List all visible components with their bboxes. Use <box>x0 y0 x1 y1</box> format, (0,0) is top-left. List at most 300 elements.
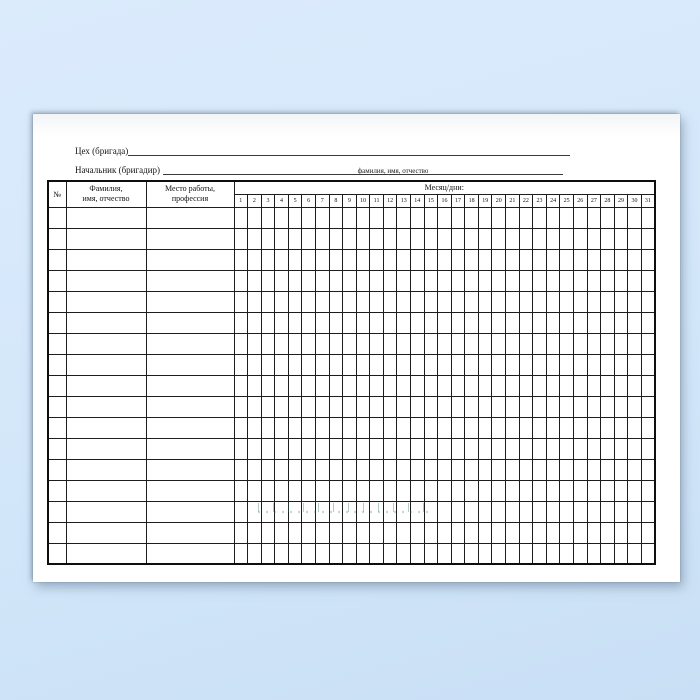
day-cell <box>451 396 465 417</box>
day-header-cell: 21 <box>506 194 520 207</box>
day-cell <box>451 543 465 564</box>
day-cell <box>451 459 465 480</box>
day-cell <box>614 417 628 438</box>
row-number-cell <box>48 438 66 459</box>
day-cell <box>302 333 316 354</box>
day-cell <box>275 396 289 417</box>
day-cell <box>288 501 302 522</box>
day-cell <box>370 438 384 459</box>
day-cell <box>560 291 574 312</box>
day-header-cell: 20 <box>492 194 506 207</box>
day-cell <box>478 522 492 543</box>
day-cell <box>248 207 262 228</box>
day-cell <box>275 333 289 354</box>
day-cell <box>411 375 425 396</box>
day-cell <box>248 270 262 291</box>
day-cell <box>261 501 275 522</box>
day-cell <box>506 417 520 438</box>
day-cell <box>533 228 547 249</box>
day-cell <box>492 270 506 291</box>
work-cell <box>146 249 234 270</box>
day-cell <box>356 543 370 564</box>
row-number-cell <box>48 333 66 354</box>
day-cell <box>573 207 587 228</box>
day-cell <box>356 312 370 333</box>
day-cell <box>465 522 479 543</box>
day-cell <box>397 207 411 228</box>
day-cell <box>248 501 262 522</box>
day-cell <box>506 501 520 522</box>
day-cell <box>261 480 275 501</box>
day-cell <box>261 438 275 459</box>
day-cell <box>492 417 506 438</box>
day-cell <box>573 333 587 354</box>
day-cell <box>261 291 275 312</box>
day-cell <box>302 270 316 291</box>
day-cell <box>478 228 492 249</box>
day-cell <box>533 543 547 564</box>
col-header-name-line1: Фамилия, <box>89 184 123 194</box>
name-cell <box>66 438 146 459</box>
day-cell <box>383 396 397 417</box>
day-cell <box>478 501 492 522</box>
name-cell <box>66 249 146 270</box>
day-cell <box>370 522 384 543</box>
work-cell <box>146 438 234 459</box>
name-cell <box>66 228 146 249</box>
day-cell <box>519 480 533 501</box>
day-cell <box>248 354 262 375</box>
day-cell <box>506 375 520 396</box>
day-header-cell: 31 <box>641 194 655 207</box>
col-header-name <box>66 181 146 207</box>
day-cell <box>628 249 642 270</box>
day-cell <box>438 207 452 228</box>
day-cell <box>465 270 479 291</box>
work-cell <box>146 312 234 333</box>
day-cell <box>424 459 438 480</box>
day-cell <box>641 333 655 354</box>
table-row <box>48 396 655 417</box>
day-cell <box>370 291 384 312</box>
day-cell <box>370 312 384 333</box>
table-row <box>48 417 655 438</box>
day-cell <box>343 207 357 228</box>
day-cell <box>641 291 655 312</box>
day-cell <box>519 459 533 480</box>
day-cell <box>343 228 357 249</box>
day-cell <box>370 396 384 417</box>
day-cell <box>248 459 262 480</box>
day-cell <box>546 249 560 270</box>
day-cell <box>614 375 628 396</box>
day-cell <box>397 228 411 249</box>
day-cell <box>288 270 302 291</box>
work-cell <box>146 354 234 375</box>
day-cell <box>641 438 655 459</box>
day-cell <box>302 249 316 270</box>
day-cell <box>424 543 438 564</box>
day-cell <box>315 480 329 501</box>
day-cell <box>560 249 574 270</box>
day-header-cell: 28 <box>601 194 615 207</box>
day-cell <box>275 480 289 501</box>
day-cell <box>248 312 262 333</box>
day-cell <box>465 480 479 501</box>
day-cell <box>506 228 520 249</box>
col-header-number: № <box>48 181 66 207</box>
day-cell <box>533 270 547 291</box>
day-cell <box>465 459 479 480</box>
day-cell <box>356 438 370 459</box>
day-cell <box>234 480 248 501</box>
day-cell <box>329 249 343 270</box>
table-row <box>48 354 655 375</box>
day-cell <box>628 312 642 333</box>
day-cell <box>451 417 465 438</box>
day-cell <box>261 207 275 228</box>
day-cell <box>451 501 465 522</box>
day-cell <box>234 501 248 522</box>
day-cell <box>601 480 615 501</box>
day-cell <box>560 228 574 249</box>
table-row <box>48 522 655 543</box>
day-cell <box>601 333 615 354</box>
day-cell <box>506 543 520 564</box>
day-cell <box>560 501 574 522</box>
day-cell <box>519 291 533 312</box>
col-header-work-line2: профессия <box>171 194 209 204</box>
day-cell <box>288 333 302 354</box>
day-cell <box>234 270 248 291</box>
day-header-cell: 29 <box>614 194 628 207</box>
day-cell <box>234 333 248 354</box>
row-number-cell <box>48 417 66 438</box>
day-cell <box>383 417 397 438</box>
day-cell <box>519 501 533 522</box>
day-cell <box>343 522 357 543</box>
timesheet-form-sheet <box>33 114 680 582</box>
day-cell <box>533 396 547 417</box>
day-cell <box>614 501 628 522</box>
day-cell <box>560 333 574 354</box>
day-header-cell: 2 <box>248 194 262 207</box>
table-row <box>48 312 655 333</box>
day-cell <box>315 543 329 564</box>
day-cell <box>546 543 560 564</box>
day-cell <box>587 417 601 438</box>
day-cell <box>288 291 302 312</box>
day-cell <box>614 480 628 501</box>
day-cell <box>275 207 289 228</box>
day-cell <box>397 270 411 291</box>
name-cell <box>66 354 146 375</box>
day-cell <box>329 375 343 396</box>
day-cell <box>465 396 479 417</box>
day-cell <box>451 354 465 375</box>
day-cell <box>424 333 438 354</box>
day-cell <box>546 333 560 354</box>
day-cell <box>315 417 329 438</box>
day-cell <box>533 438 547 459</box>
day-cell <box>234 438 248 459</box>
table-header <box>48 181 655 207</box>
day-cell <box>424 207 438 228</box>
day-cell <box>492 291 506 312</box>
day-cell <box>587 375 601 396</box>
day-cell <box>587 270 601 291</box>
day-cell <box>248 480 262 501</box>
day-cell <box>587 207 601 228</box>
day-cell <box>506 522 520 543</box>
day-cell <box>397 375 411 396</box>
day-cell <box>356 228 370 249</box>
day-cell <box>573 354 587 375</box>
table-body <box>48 207 655 564</box>
day-cell <box>370 417 384 438</box>
day-cell <box>451 522 465 543</box>
day-cell <box>234 375 248 396</box>
day-cell <box>465 207 479 228</box>
day-cell <box>315 522 329 543</box>
day-header-cell: 22 <box>519 194 533 207</box>
day-cell <box>356 333 370 354</box>
name-cell <box>66 291 146 312</box>
work-cell <box>146 291 234 312</box>
day-cell <box>573 270 587 291</box>
day-cell <box>329 354 343 375</box>
day-cell <box>438 333 452 354</box>
day-header-cell: 1 <box>234 194 248 207</box>
day-cell <box>288 249 302 270</box>
day-cell <box>519 417 533 438</box>
day-cell <box>315 207 329 228</box>
day-cell <box>302 480 316 501</box>
day-cell <box>641 543 655 564</box>
day-cell <box>329 270 343 291</box>
day-cell <box>641 375 655 396</box>
day-cell <box>573 543 587 564</box>
day-cell <box>478 333 492 354</box>
work-cell <box>146 333 234 354</box>
day-header-cell: 17 <box>451 194 465 207</box>
day-cell <box>397 333 411 354</box>
day-cell <box>383 501 397 522</box>
day-cell <box>573 375 587 396</box>
day-cell <box>248 396 262 417</box>
day-cell <box>234 522 248 543</box>
day-cell <box>587 396 601 417</box>
day-cell <box>356 270 370 291</box>
day-cell <box>519 375 533 396</box>
day-cell <box>424 480 438 501</box>
day-cell <box>601 522 615 543</box>
day-cell <box>370 375 384 396</box>
day-cell <box>315 438 329 459</box>
day-header-cell: 6 <box>302 194 316 207</box>
day-cell <box>614 459 628 480</box>
work-cell <box>146 522 234 543</box>
day-cell <box>438 249 452 270</box>
day-cell <box>533 249 547 270</box>
day-cell <box>587 459 601 480</box>
day-cell <box>275 501 289 522</box>
day-cell <box>275 249 289 270</box>
day-cell <box>329 501 343 522</box>
day-cell <box>492 480 506 501</box>
day-cell <box>329 522 343 543</box>
day-cell <box>587 480 601 501</box>
day-cell <box>275 228 289 249</box>
day-cell <box>614 438 628 459</box>
day-cell <box>573 417 587 438</box>
day-cell <box>478 270 492 291</box>
day-cell <box>261 417 275 438</box>
day-cell <box>492 354 506 375</box>
day-cell <box>397 354 411 375</box>
day-cell <box>383 333 397 354</box>
day-cell <box>601 375 615 396</box>
work-cell <box>146 207 234 228</box>
day-header-cell: 16 <box>438 194 452 207</box>
day-cell <box>343 249 357 270</box>
day-cell <box>465 312 479 333</box>
day-header-cell: 18 <box>465 194 479 207</box>
day-cell <box>356 291 370 312</box>
day-cell <box>438 270 452 291</box>
day-cell <box>234 417 248 438</box>
day-cell <box>261 312 275 333</box>
day-cell <box>275 291 289 312</box>
day-cell <box>315 459 329 480</box>
day-cell <box>397 501 411 522</box>
name-cell <box>66 543 146 564</box>
day-cell <box>356 459 370 480</box>
day-cell <box>329 459 343 480</box>
table-row <box>48 333 655 354</box>
day-cell <box>451 291 465 312</box>
row-number-cell <box>48 501 66 522</box>
day-cell <box>383 543 397 564</box>
day-cell <box>614 333 628 354</box>
day-cell <box>573 522 587 543</box>
day-cell <box>506 354 520 375</box>
day-cell <box>261 249 275 270</box>
day-cell <box>383 228 397 249</box>
day-cell <box>614 291 628 312</box>
day-cell <box>641 480 655 501</box>
day-cell <box>641 417 655 438</box>
work-cell <box>146 270 234 291</box>
day-cell <box>438 501 452 522</box>
day-cell <box>506 396 520 417</box>
day-cell <box>506 249 520 270</box>
table-row <box>48 480 655 501</box>
day-cell <box>546 501 560 522</box>
table-row <box>48 207 655 228</box>
day-cell <box>438 312 452 333</box>
day-cell <box>370 228 384 249</box>
day-cell <box>315 501 329 522</box>
day-cell <box>465 501 479 522</box>
day-cell <box>288 312 302 333</box>
day-cell <box>533 501 547 522</box>
day-cell <box>546 438 560 459</box>
day-cell <box>370 354 384 375</box>
day-cell <box>397 459 411 480</box>
day-cell <box>601 291 615 312</box>
day-cell <box>411 438 425 459</box>
work-cell <box>146 375 234 396</box>
day-cell <box>628 501 642 522</box>
day-cell <box>438 375 452 396</box>
day-cell <box>478 375 492 396</box>
day-cell <box>533 207 547 228</box>
day-header-cell: 13 <box>397 194 411 207</box>
day-cell <box>628 207 642 228</box>
day-cell <box>587 333 601 354</box>
day-header-cell: 8 <box>329 194 343 207</box>
day-header-cell: 10 <box>356 194 370 207</box>
day-cell <box>288 375 302 396</box>
day-cell <box>451 207 465 228</box>
day-cell <box>356 249 370 270</box>
day-cell <box>492 375 506 396</box>
day-cell <box>546 417 560 438</box>
day-cell <box>411 501 425 522</box>
day-cell <box>628 333 642 354</box>
day-header-cell: 26 <box>573 194 587 207</box>
day-header-cell: 24 <box>546 194 560 207</box>
day-cell <box>234 312 248 333</box>
day-cell <box>411 543 425 564</box>
day-cell <box>343 459 357 480</box>
day-cell <box>411 354 425 375</box>
day-cell <box>601 312 615 333</box>
day-cell <box>302 417 316 438</box>
day-cell <box>601 417 615 438</box>
name-cell <box>66 396 146 417</box>
day-cell <box>356 354 370 375</box>
day-cell <box>492 459 506 480</box>
day-cell <box>411 312 425 333</box>
day-cell <box>261 522 275 543</box>
day-cell <box>560 480 574 501</box>
day-cell <box>546 207 560 228</box>
day-cell <box>438 543 452 564</box>
day-cell <box>628 543 642 564</box>
day-cell <box>492 249 506 270</box>
day-cell <box>587 249 601 270</box>
day-cell <box>370 207 384 228</box>
day-cell <box>248 375 262 396</box>
day-cell <box>492 333 506 354</box>
day-cell <box>288 480 302 501</box>
day-cell <box>315 312 329 333</box>
row-number-cell <box>48 312 66 333</box>
day-cell <box>506 207 520 228</box>
day-cell <box>397 396 411 417</box>
day-cell <box>546 459 560 480</box>
day-cell <box>234 459 248 480</box>
day-cell <box>356 375 370 396</box>
day-cell <box>628 522 642 543</box>
day-cell <box>411 459 425 480</box>
day-cell <box>587 522 601 543</box>
day-cell <box>533 459 547 480</box>
name-cell <box>66 522 146 543</box>
day-cell <box>397 312 411 333</box>
